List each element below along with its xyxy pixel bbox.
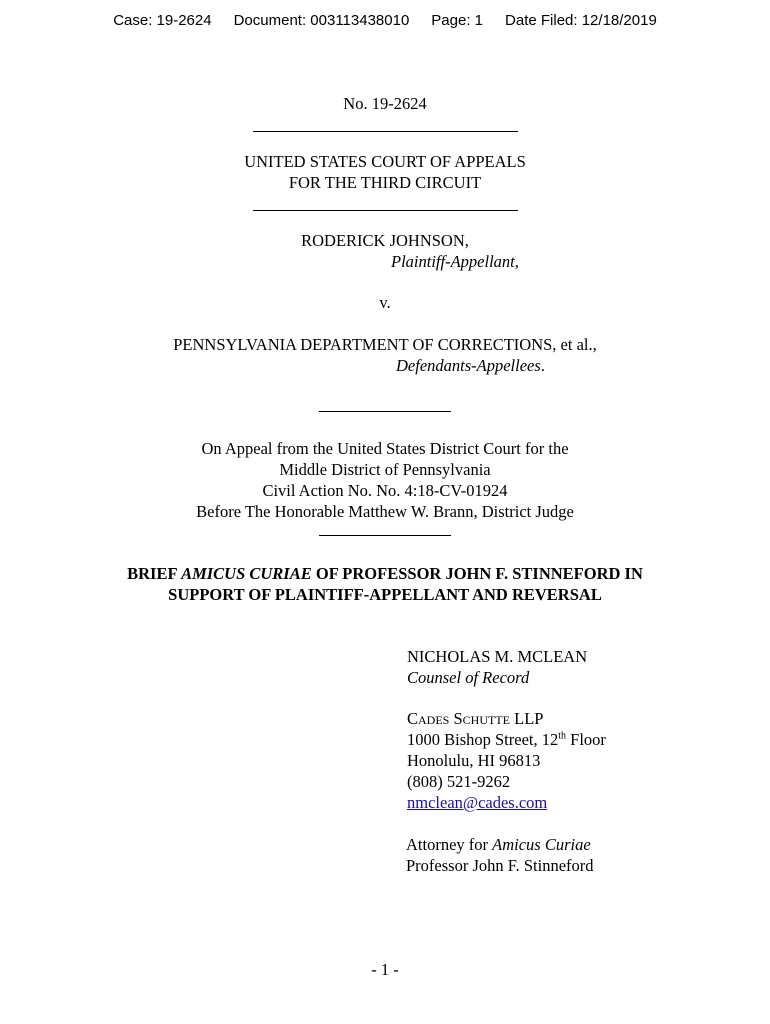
appeal-line4: Before The Honorable Matthew W. Brann, District Judge xyxy=(196,502,574,521)
header-case: Case: 19-2624 xyxy=(113,12,212,29)
firm-phone: (808) 521-9262 xyxy=(407,772,511,791)
firm-name: Cades Schutte LLP xyxy=(407,709,544,728)
plaintiff-role: Plaintiff-Appellant, xyxy=(391,252,519,271)
email-link[interactable]: nmclean@cades.com xyxy=(407,793,548,812)
filing-header xyxy=(0,12,770,29)
court-name-line2: FOR THE THIRD CIRCUIT xyxy=(288,173,482,192)
header-page: Page: 1 xyxy=(431,12,484,29)
divider xyxy=(319,411,451,412)
header-date-filed: Date Filed: 12/18/2019 xyxy=(505,12,657,29)
versus: v. xyxy=(379,293,391,312)
page-number: - 1 - xyxy=(371,960,399,979)
defendant-name: PENNSYLVANIA DEPARTMENT OF CORRECTIONS, et al., xyxy=(173,335,597,354)
divider xyxy=(253,131,518,132)
case-number: No. 19-2624 xyxy=(343,94,427,113)
divider xyxy=(253,210,518,211)
counsel-name: NICHOLAS M. MCLEAN xyxy=(407,647,588,666)
appeal-line2: Middle District of Pennsylvania xyxy=(279,460,491,479)
attorney-for-name: Professor John F. Stinneford xyxy=(406,856,594,875)
counsel-role: Counsel of Record xyxy=(407,668,530,687)
court-name-line1: UNITED STATES COURT OF APPEALS xyxy=(244,152,526,171)
brief-title-line1: BRIEF AMICUS CURIAE OF PROFESSOR JOHN F. STINNEFORD IN xyxy=(127,564,643,583)
brief-title-line2: SUPPORT OF PLAINTIFF-APPELLANT AND REVERSAL xyxy=(168,585,602,604)
header-document: Document: 003113438010 xyxy=(233,12,410,29)
appeal-line3: Civil Action No. No. 4:18-CV-01924 xyxy=(262,481,508,500)
plaintiff-name: RODERICK JOHNSON, xyxy=(301,231,469,250)
firm-address-city: Honolulu, HI 96813 xyxy=(407,751,541,770)
attorney-for: Attorney for Amicus Curiae xyxy=(406,835,591,854)
appeal-line1: On Appeal from the United States District Court for the xyxy=(201,439,569,458)
divider xyxy=(319,535,451,536)
firm-address-street: 1000 Bishop Street, 12th Floor xyxy=(407,730,606,749)
defendant-role: Defendants-Appellees. xyxy=(396,356,545,375)
